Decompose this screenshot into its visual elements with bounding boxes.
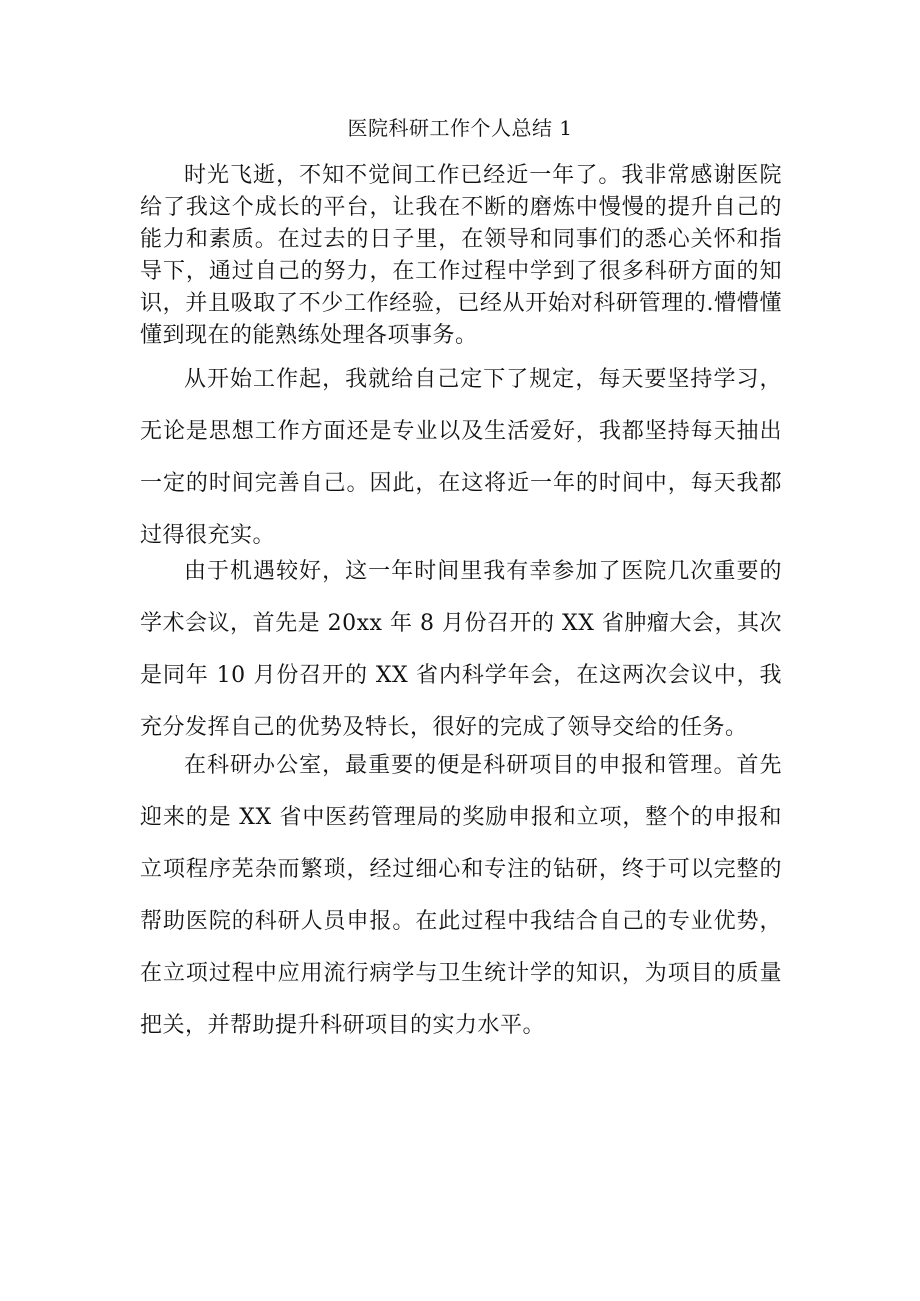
- document-title: 医院科研工作个人总结 1: [347, 116, 573, 140]
- paragraph-3: 由于机遇较好，这一年时间里我有幸参加了医院几次重要的学术会议，首先是 20xx 年 8 月份召开的 XX 省肿瘤大会，其次是同年 10 月份召开的 XX 省内科学年会，在这两次会议中，我充分发挥自己的优势及特长，很好的完成了领导交给的任务。: [140, 559, 782, 740]
- paragraph-1: 时光飞逝，不知不觉间工作已经近一年了。我非常感谢医院给了我这个成长的平台，让我在不断的磨炼中慢慢的提升自己的能力和素质。在过去的日子里，在领导和同事们的悉心关怀和指导下，通过自己的努力，在工作过程中学到了很多科研方面的知识，并且吸取了不少工作经验，已经从开始对科研管理的.懵懵懂懂到现在的能熟练处理各项事务。: [140, 163, 782, 348]
- paragraph-2: 从开始工作起，我就给自己定下了规定，每天要坚持学习，无论是思想工作方面还是专业以及生活爱好，我都坚持每天抽出一定的时间完善自己。因此，在这将近一年的时间中，每天我都过得很充实。: [140, 367, 782, 548]
- paragraph-4: 在科研办公室，最重要的便是科研项目的申报和管理。首先迎来的是 XX 省中医药管理局的奖励申报和立项，整个的申报和立项程序芜杂而繁琐，经过细心和专注的钻研，终于可以完整的帮助医院的科研人员申报。在此过程中我结合自己的专业优势，在立项过程中应用流行病学与卫生统计学的知识，为项目的质量把关，并帮助提升科研项目的实力水平。: [140, 753, 782, 1038]
